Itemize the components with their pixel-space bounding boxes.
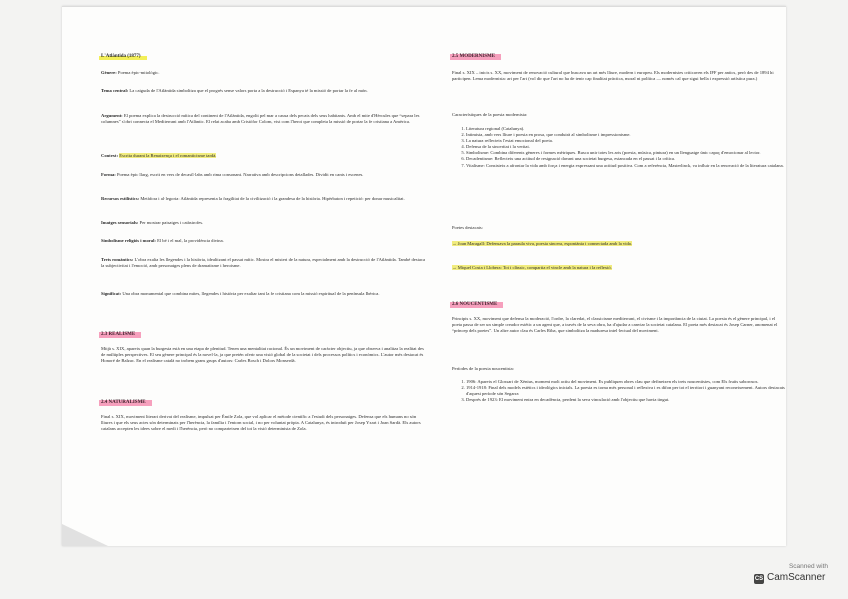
modernisme-paragraph: Final s. XIX – inicis s. XX, moviment de renovació cultural que buscava un art més lliure, modern i europeu. Els modernistes criticaven els IFF per antics, però des de 1894 hi participen. Lema modernista: art per l'art (vol dir que l'art no ha de tenir cap finalitat pràctica, moral ni política — només cal que sigui bella i expressió artística pura.) [452,70,774,82]
atlantida-heading-block [101,53,427,60]
realisme-title: 2.3 REALISME [99,332,141,338]
atlantida-title: L'Atlàntida (1877) [99,54,147,60]
tema-paragraph: Tema central: La caiguda de l'Atlàntida simbolitza que el progrés sense valors porta a la destrucció i Espanya té la missió de portar la fe al món. [101,88,368,93]
poet-maragall: → Joan Maragall: Defensava la paraula viva, poesia sincera, espontània i connectada amb la vida. [452,241,632,246]
list-item: 2. Intimista, amb vers lliure i poesia en prosa, que conduirà al simbolisme i impressionisme. [466,132,786,138]
scanned-page [62,6,786,546]
significat-paragraph: Significat: Una obra monumental que combina mites, llegendes i història per exaltar tant la fe cristiana com la missió espiritual de la península Ibèrica. [101,291,380,296]
context-paragraph: Context: Escrita durant la Renaixença i el romanticisme tardà. [101,153,217,158]
trets-paragraph: Trets romàntics: L'obra exalta les llegendes i la història, idealitzant el passat mític. Mostra el misteri de la natura, especialment amb la destrucció de l'Atlàntida. També destaca la subjectivitat i l'emoció, amb personatges plens de dramatisme i heroisme. [101,257,425,269]
noucentisme-heading-block [452,301,778,308]
imatges-paragraph: Imatges sensorials: Per mostrar paisatges i catàstrofes. [101,220,204,225]
noucentisme-title: 2.6 NOUCENTISME [450,302,503,308]
poet-costa: → Miquel Costa i Llobera: Tot i clàssic, compartia el vincle amb la natura i la reflexió. [452,265,612,270]
naturalisme-title: 2.4 NATURALISME [99,400,152,406]
camscanner-logo-icon: CS [754,576,764,582]
recursos-paragraph: Recursos estilístics: Metàfora i al·legoria: Atlàntida representa la fragilitat de la civilització i la grandesa de la història. Hipèrbaton i repetició: per donar musicalitat. [101,196,405,201]
list-item: 3. La natura reflecteix l'estat emocional del poeta. [466,138,786,144]
list-item: 1. Literatura regional (Catalunya). [466,126,786,132]
list-item: 6. Decadentisme: Reflecteix una actitud de resignació davant una societat burgesa, estancada en el passat i la crítica. [466,156,786,162]
list-item: 7. Vitalisme: Consisteix a afrontar la vida amb força i energia expressant una actitud positiva. Com a referència, Masterlinck, va influir en la renovació de la literatura catalana. [466,163,786,169]
naturalisme-paragraph: Final s. XIX, moviment literari derivat del realisme, impulsat per Émile Zola, que vol aplicar el mètode científic a l'estudi dels personatges. Defensa que els humans no són lliures i que els seus actes són determinats per l'herència, la família i l'entorn social, i no per voluntat pròpia. A Catalunya, és introduït per Josep Yxart i Joan Sardà. Els autors catalans accepten les idees sobre el medi i l'herència, però no comparteixen del tot la visió determinista de Zola. [101,414,421,432]
naturalisme-heading-block [101,399,427,406]
list-item: 5. Simbolisme: Combina diferents gèneres i formes mètriques. Busca unir totes les arts (poesia, música, pintura) en un llenguatge únic capaç d'emocionar al lector. [466,150,786,156]
simbolisme-paragraph: Simbolisme religiós i moral: El bé i el mal, la providència divina. [101,238,224,243]
realisme-paragraph: Mitjà s. XIX, apareix quan la burgesia està en una etapa de plenitud. Tenen una mentalitat racional. És un moviment de caràcter objectiu, ja que observa i analitza la realitat des de múltiples perspectives. El seu gènere principal és la novel·la, ja que pretén oferir una visió global de la societat i dels processos polítics i econòmics. L'autor més destacat és Honoré de Balzac. En el realisme català no trobem grans grups d'autors: Carles Bosch i Dolors Monserdà. [101,346,424,364]
forma-paragraph: Forma: Poema èpic llarg, escrit en vers de decasíl·labs amb rima consonant. Narrativa amb descripcions detallades. Dividit en cants i escenes. [101,172,364,177]
camscanner-watermark [752,563,834,589]
noucentisme-periods-title: Períodes de la poesia noucentista: [452,366,514,371]
list-item: 4. Defensa de la sinceritat i la veritat. [466,144,786,150]
page-top-edge [62,6,786,7]
modernisme-title: 2.5 MODERNISME [450,54,501,60]
camscanner-name: CamScanner [767,572,826,583]
noucentisme-paragraph: Principis s. XX, moviment que defensa la moderació, l'ordre, la claredat, el classicisme mediterrani, el civisme i la importància de la ciutat. La poesia és el gènere principal, i el poeta passa de ser un simple creador estètic a un agent que, a través de la seva obra, ha d'ajudar a canviar la societat catalana. El poeta més destacat és Josep Carner, anomenat el “príncep dels poetes”. Un altre autor clau és Carles Riba, que simbolitza la maduresa intel·lectual del moviment. [452,316,778,334]
noucentisme-periods-list [452,379,786,403]
page-corner-curl [62,524,108,546]
list-item: 2. 1914-1918: Final dels models estètics i ideològics inicials. La poesia es torna més personal i reflexiva i es difon per tot el territori i guanyant reconeixement. Autors destacats d'aquest període són Segarra [466,385,786,397]
list-item: 3. Després de 1923: El moviment entra en decadència, perdent la seva vinculació amb l'objectiu que havia tingut. [466,397,786,403]
realisme-heading-block [101,331,427,338]
modernisme-features-title: Característiques de la poesia modernista: [452,112,528,117]
modernisme-features-list [452,126,786,169]
modernisme-heading-block [452,53,778,60]
genere-line: Gènere: Poema èpic-mitològic. [101,70,160,75]
poets-title: Poetes destacats: [452,225,483,230]
scanned-with-label: Scanned with [788,563,828,570]
list-item: 1. 1906: Apareix el Glossari de Xènius, moment molt actiu del moviment. Es publiquen obres clau que defineixen els trets noucentistes, com Els fruits saborosos. [466,379,786,385]
argument-paragraph: Argument: El poema explica la destrucció mítica del continent de l'Atlàntida, engolit pel mar a causa dels pecats dels seus habitants. Amb el mite d'Hèrcules que “separa les columnes” s'obri connecta el Mediterrani amb l'Atlàntic. El relat acaba amb Cristòfor Colom, vist com l'heroi que completa la missió de portar la fe cristiana a Amèrica. [101,113,420,125]
